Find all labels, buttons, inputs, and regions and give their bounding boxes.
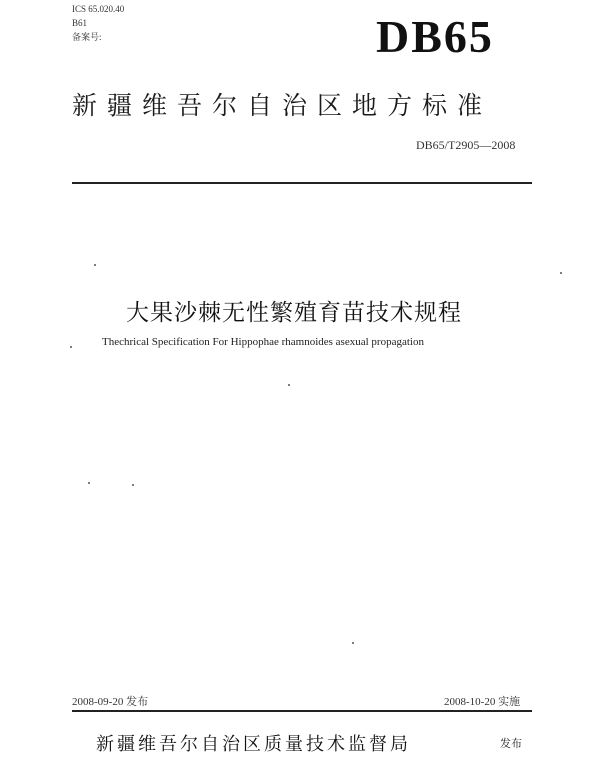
scan-speck <box>560 272 562 274</box>
release-date: 2008-09-20 发布 <box>72 696 149 708</box>
db-code: DB65 <box>376 11 494 62</box>
scan-speck <box>132 484 134 486</box>
scan-speck <box>352 642 354 644</box>
scan-speck <box>88 482 90 484</box>
document-title-chinese: 大果沙棘无性繁殖育苗技术规程 <box>126 300 462 326</box>
footer-divider <box>72 710 532 712</box>
issuing-authority: 新疆维吾尔自治区质量技术监督局 <box>96 734 411 755</box>
standard-type: 新疆维吾尔自治区地方标准 <box>72 91 493 120</box>
scan-speck <box>70 346 72 348</box>
filing-number-label: 备案号: <box>72 32 102 42</box>
issuer-suffix: 发布 <box>500 737 522 750</box>
ics-code: ICS 65.020.40 <box>72 4 125 14</box>
scan-speck <box>288 384 290 386</box>
header-divider <box>72 182 532 184</box>
document-title-english: Thechrical Specification For Hippophae rhamnoides asexual propagation <box>102 336 424 348</box>
classification-code: B61 <box>72 18 88 28</box>
implement-date: 2008-10-20 实施 <box>444 696 521 708</box>
standard-number: DB65/T2905—2008 <box>416 138 516 152</box>
scan-speck <box>94 264 96 266</box>
